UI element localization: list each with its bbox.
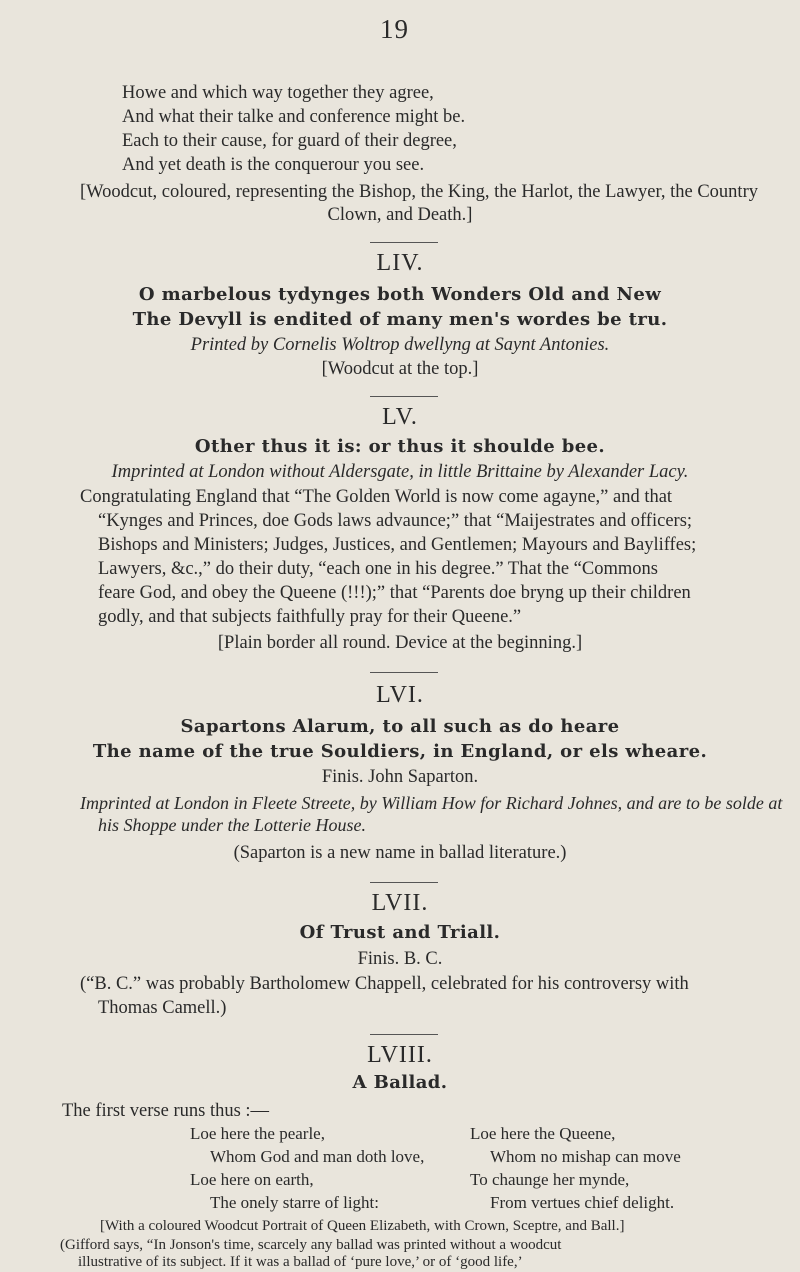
body-line: Congratulating England that “The Golden World is now come agayne,” and that <box>80 487 673 507</box>
section-divider <box>370 672 438 673</box>
imprint-line: Imprinted at London without Aldersgate, in little Brittaine by Alexander Lacy. <box>111 462 689 482</box>
verse-line: Loe here the pearle, <box>190 1124 325 1143</box>
ballad-title-line: Sapartons Alarum, to all such as do heare <box>180 716 620 737</box>
verse-line: Each to their cause, for guard of their degree, <box>122 131 457 151</box>
editor-note-cont: Thomas Camell.) <box>98 998 227 1018</box>
verse-intro: The first verse runs thus :— <box>62 1101 270 1121</box>
body-line: godly, and that subjects faithfully pray for their Queene.” <box>98 607 522 627</box>
section-number-lvii: LVII. <box>371 890 429 916</box>
editor-note: (Saparton is a new name in ballad literature.) <box>233 843 567 863</box>
verse-line: Howe and which way together they agree, <box>122 83 434 103</box>
section-divider <box>370 242 438 243</box>
verse-line: From vertues chief delight. <box>490 1193 675 1212</box>
section-number-lvi: LVI. <box>376 682 424 708</box>
ballad-title-line: The Devyll is endited of many men's wordes be tru. <box>132 309 668 330</box>
ballad-title-line: A Ballad. <box>352 1072 448 1093</box>
body-line: “Kynges and Princes, doe Gods laws advaunce;” that “Maijestrates and officers; <box>98 511 693 531</box>
editor-note: (“B. C.” was probably Bartholomew Chappell, celebrated for his controversy with <box>80 974 689 994</box>
ballad-title-line: The name of the true Souldiers, in England, or els wheare. <box>92 741 708 762</box>
finis-line: Finis. John Saparton. <box>321 767 479 787</box>
verse-line: To chaunge her mynde, <box>470 1170 630 1189</box>
section-divider <box>370 882 438 883</box>
woodcut-note: [Woodcut at the top.] <box>321 359 479 379</box>
verse-line: Loe here the Queene, <box>470 1124 616 1143</box>
section-number-lv: LV. <box>382 404 418 430</box>
imprint-line: his Shoppe under the Lotterie House. <box>98 815 366 835</box>
body-line: feare God, and obey the Queene (!!!);” that “Parents doe bryng up their children <box>98 583 691 603</box>
ballad-title-line: Other thus it is: or thus it shoulde bee. <box>194 436 606 457</box>
imprint-line: Imprinted at London in Fleete Streete, by William How for Richard Johnes, and are to be solde at <box>80 793 783 813</box>
verse-line: Whom God and man doth love, <box>210 1147 425 1166</box>
page-number: 19 <box>380 14 409 44</box>
verse-line: Whom no mishap can move <box>490 1147 681 1166</box>
editor-note-cont: illustrative of its subject. If it was a ballad of ‘pure love,’ or of ‘good life,’ <box>78 1254 523 1270</box>
verse-line: And yet death is the conquerour you see. <box>122 155 425 175</box>
section-number-liv: LIV. <box>376 250 424 276</box>
body-line: Lawyers, &c.,” do their duty, “each one in his degree.” That the “Commons <box>98 559 658 579</box>
section-divider <box>370 396 438 397</box>
section-number-lviii: LVIII. <box>367 1042 433 1068</box>
imprint-line: Printed by Cornelis Woltrop dwellyng at Saynt Antonies. <box>190 335 610 355</box>
ballad-title-line: Of Trust and Triall. <box>299 922 501 943</box>
editor-note: (Gifford says, “In Jonson's time, scarcely any ballad was printed without a woodcut <box>60 1237 562 1253</box>
woodcut-note: [With a coloured Woodcut Portrait of Queen Elizabeth, with Crown, Sceptre, and Ball.] <box>100 1218 625 1234</box>
body-line: Bishops and Ministers; Judges, Justices, and Gentlemen; Mayours and Bayliffes; <box>98 535 697 555</box>
woodcut-note-cont: Clown, and Death.] <box>327 205 473 225</box>
verse-line: The onely starre of light: <box>210 1193 380 1212</box>
finis-line: Finis. B. C. <box>357 949 443 969</box>
ballad-title-line: O marbelous tydynges both Wonders Old and New <box>138 284 662 305</box>
woodcut-note: [Woodcut, coloured, representing the Bishop, the King, the Harlot, the Lawyer, the Country <box>80 182 758 202</box>
verse-line: And what their talke and conference might be. <box>122 107 466 127</box>
verse-line: Loe here on earth, <box>190 1170 314 1189</box>
section-divider <box>370 1034 438 1035</box>
border-note: [Plain border all round. Device at the beginning.] <box>217 633 583 653</box>
